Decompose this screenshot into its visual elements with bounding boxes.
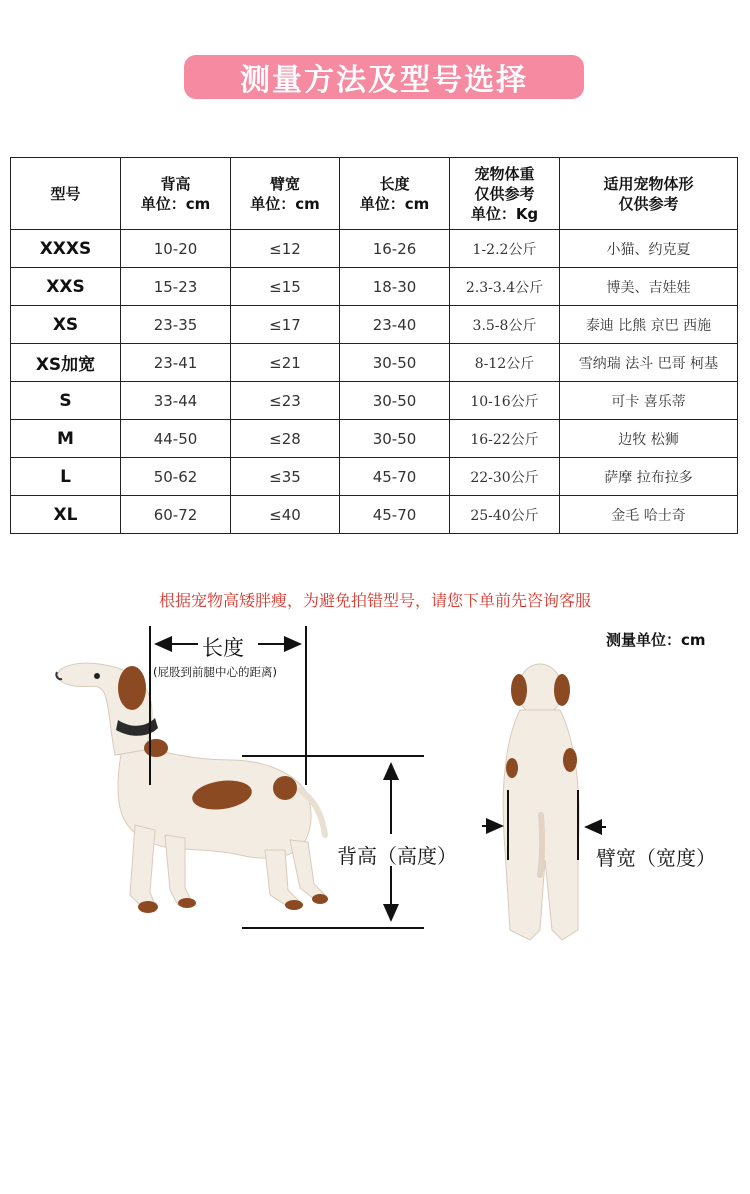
cell-width: ≤35	[231, 458, 340, 496]
cell-length: 16-26	[340, 230, 450, 268]
cell-breeds: 博美、吉娃娃	[560, 268, 738, 306]
header-weight: 宠物体重 仅供参考 单位：Kg	[450, 158, 560, 230]
cell-model: XXS	[11, 268, 121, 306]
length-note: (屁股到前腿中心的距离)	[153, 665, 277, 679]
table-row	[11, 420, 738, 458]
table-row	[11, 268, 738, 306]
cell-weight: 22-30公斤	[450, 458, 560, 496]
cell-model: XS	[11, 306, 121, 344]
size-table	[10, 157, 738, 534]
cell-model: L	[11, 458, 121, 496]
table-header-row	[11, 158, 738, 230]
cell-height: 50-62	[121, 458, 231, 496]
header-breeds: 适用宠物体形 仅供参考	[560, 158, 738, 230]
cell-length: 30-50	[340, 382, 450, 420]
cell-breeds: 泰迪 比熊 京巴 西施	[560, 306, 738, 344]
cell-width: ≤12	[231, 230, 340, 268]
cell-height: 60-72	[121, 496, 231, 534]
cell-height: 10-20	[121, 230, 231, 268]
cell-length: 23-40	[340, 306, 450, 344]
cell-model: XS加宽	[11, 344, 121, 382]
cell-weight: 10-16公斤	[450, 382, 560, 420]
cell-height: 23-35	[121, 306, 231, 344]
cell-width: ≤23	[231, 382, 340, 420]
cell-weight: 25-40公斤	[450, 496, 560, 534]
length-label: 长度	[202, 636, 244, 660]
dog-side-view-illustration	[56, 663, 328, 913]
cell-weight: 3.5-8公斤	[450, 306, 560, 344]
cell-weight: 1-2.2公斤	[450, 230, 560, 268]
cell-weight: 8-12公斤	[450, 344, 560, 382]
size-warning: 根据宠物高矮胖瘦，为避免拍错型号，请您下单前先咨询客服	[158, 591, 591, 610]
cell-height: 15-23	[121, 268, 231, 306]
back-height-label: 背高（高度）	[337, 844, 457, 868]
measure-unit-label: 测量单位：cm	[606, 631, 706, 649]
cell-breeds: 金毛 哈士奇	[560, 496, 738, 534]
dog-rear-view-illustration	[503, 664, 579, 940]
cell-model: XL	[11, 496, 121, 534]
measurement-diagram	[0, 610, 750, 970]
cell-width: ≤21	[231, 344, 340, 382]
cell-height: 33-44	[121, 382, 231, 420]
cell-length: 30-50	[340, 420, 450, 458]
cell-breeds: 雪纳瑞 法斗 巴哥 柯基	[560, 344, 738, 382]
cell-breeds: 萨摩 拉布拉多	[560, 458, 738, 496]
cell-model: S	[11, 382, 121, 420]
header-back-height: 背高 单位：cm	[121, 158, 231, 230]
cell-width: ≤40	[231, 496, 340, 534]
cell-length: 30-50	[340, 344, 450, 382]
header-width: 臂宽 单位：cm	[231, 158, 340, 230]
page-title: 测量方法及型号选择	[184, 55, 584, 99]
cell-width: ≤17	[231, 306, 340, 344]
cell-model: XXXS	[11, 230, 121, 268]
header-model: 型号	[11, 158, 121, 230]
cell-weight: 2.3-3.4公斤	[450, 268, 560, 306]
table-row	[11, 306, 738, 344]
cell-breeds: 边牧 松狮	[560, 420, 738, 458]
table-row	[11, 382, 738, 420]
cell-height: 23-41	[121, 344, 231, 382]
cell-breeds: 可卡 喜乐蒂	[560, 382, 738, 420]
table-row	[11, 458, 738, 496]
cell-model: M	[11, 420, 121, 458]
cell-width: ≤28	[231, 420, 340, 458]
table-row	[11, 230, 738, 268]
table-row	[11, 344, 738, 382]
width-label: 臂宽（宽度）	[596, 846, 716, 870]
cell-length: 18-30	[340, 268, 450, 306]
cell-length: 45-70	[340, 496, 450, 534]
cell-length: 45-70	[340, 458, 450, 496]
header-length: 长度 单位：cm	[340, 158, 450, 230]
cell-width: ≤15	[231, 268, 340, 306]
cell-weight: 16-22公斤	[450, 420, 560, 458]
cell-height: 44-50	[121, 420, 231, 458]
cell-breeds: 小猫、约克夏	[560, 230, 738, 268]
table-row	[11, 496, 738, 534]
